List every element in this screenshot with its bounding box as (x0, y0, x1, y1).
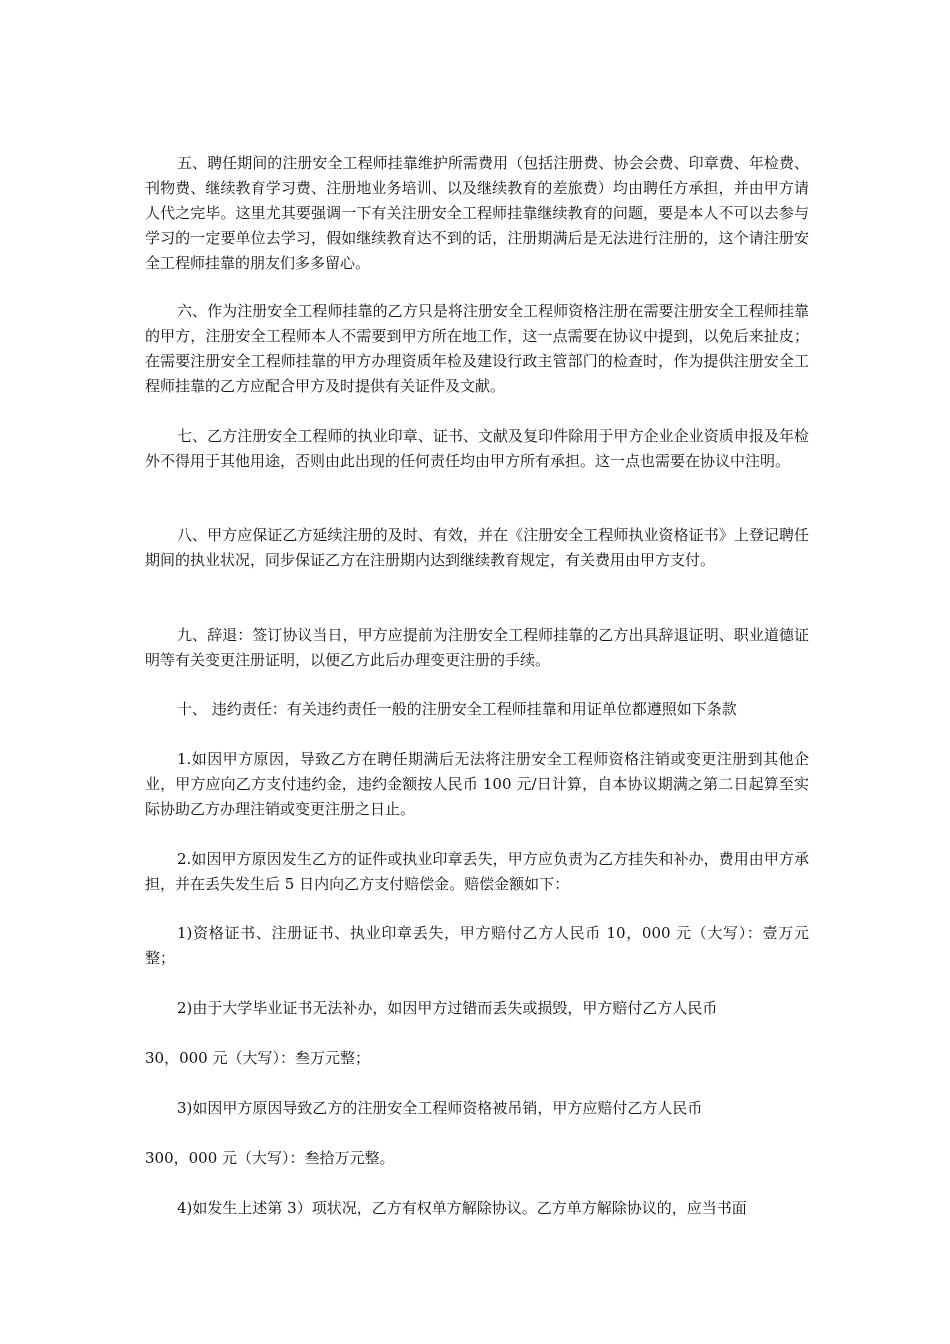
item-2-amount: 30，000 元（大写）：叁万元整； (145, 1049, 370, 1067)
item-1-certificate-loss: 1)资格证书、注册证书、执业印章丢失，甲方赔付乙方人民币 10，000 元（大写）：壹万元整； (145, 924, 809, 967)
item-4-termination: 4)如发生上述第 3）项状况，乙方有权单方解除协议。乙方单方解除协议的，应当书面 (177, 1199, 747, 1217)
paragraph-10-liability: 十、 违约责任：有关违约责任一般的注册安全工程师挂靠和用证单位都遵照如下条款 (177, 700, 737, 718)
item-2-diploma-loss: 2)由于大学毕业证书无法补办，如因甲方过错而丢失或损毁，甲方赔付乙方人民币 (177, 999, 718, 1017)
item-3-revocation: 3)如因甲方原因导致乙方的注册安全工程师资格被吊销，甲方应赔付乙方人民币 (177, 1099, 703, 1117)
clause-2-loss: 2.如因甲方原因发生乙方的证件或执业印章丢失，甲方应负责为乙方挂失和补办，费用由甲方承担，并在丢失发生后 5 日内向乙方支付赔偿金。赔偿金额如下： (145, 850, 809, 893)
paragraph-6-registration: 六、作为注册安全工程师挂靠的乙方只是将注册安全工程师资格注册在需要注册安全工程师挂靠的甲方，注册安全工程师本人不需要到甲方所在地工作，这一点需要在协议中提到，以免后来扯皮；在需要注册安全工程师挂靠的甲方办理资质年检及建设行政主管部门的检查时，作为提供注册安全工程师挂靠的乙方应配合甲方及时提供有关证件及文献。 (145, 302, 809, 395)
paragraph-8-renewal: 八、甲方应保证乙方延续注册的及时、有效，并在《注册安全工程师执业资格证书》上登记聘任期间的执业状况，同步保证乙方在注册期内达到继续教育规定，有关费用由甲方支付。 (145, 526, 809, 569)
item-3-amount: 300，000 元（大写）：叁拾万元整。 (145, 1149, 395, 1167)
paragraph-7-seal-usage: 七、乙方注册安全工程师的执业印章、证书、文献及复印件除用于甲方企业企业资质申报及年检外不得用于其他用途，否则由此出现的任何责任均由甲方所有承担。这一点也需要在协议中注明。 (145, 427, 809, 470)
paragraph-5-fees: 五、聘任期间的注册安全工程师挂靠维护所需费用（包括注册费、协会会费、印章费、年检费、刊物费、继续教育学习费、注册地业务培训、以及继续教育的差旅费）均由聘任方承担，并由甲方请人代之完毕。这里尤其要强调一下有关注册安全工程师挂靠继续教育的问题，要是本人不可以去参与学习的一定要单位去学习，假如继续教育达不到的话，注册期满后是无法进行注册的，这个请注册安全工程师挂靠的朋友们多多留心。 (145, 154, 809, 272)
paragraph-9-dismissal: 九、辞退：签订协议当日，甲方应提前为注册安全工程师挂靠的乙方出具辞退证明、职业道德证明等有关变更注册证明，以便乙方此后办理变更注册的手续。 (145, 626, 809, 669)
clause-1-penalty: 1.如因甲方原因，导致乙方在聘任期满后无法将注册安全工程师资格注销或变更注册到其他企业，甲方应向乙方支付违约金，违约金额按人民币 100 元/日计算，自本协议期满之第二日起算至实际协助乙方办理注销或变更注册之日止。 (145, 750, 809, 818)
